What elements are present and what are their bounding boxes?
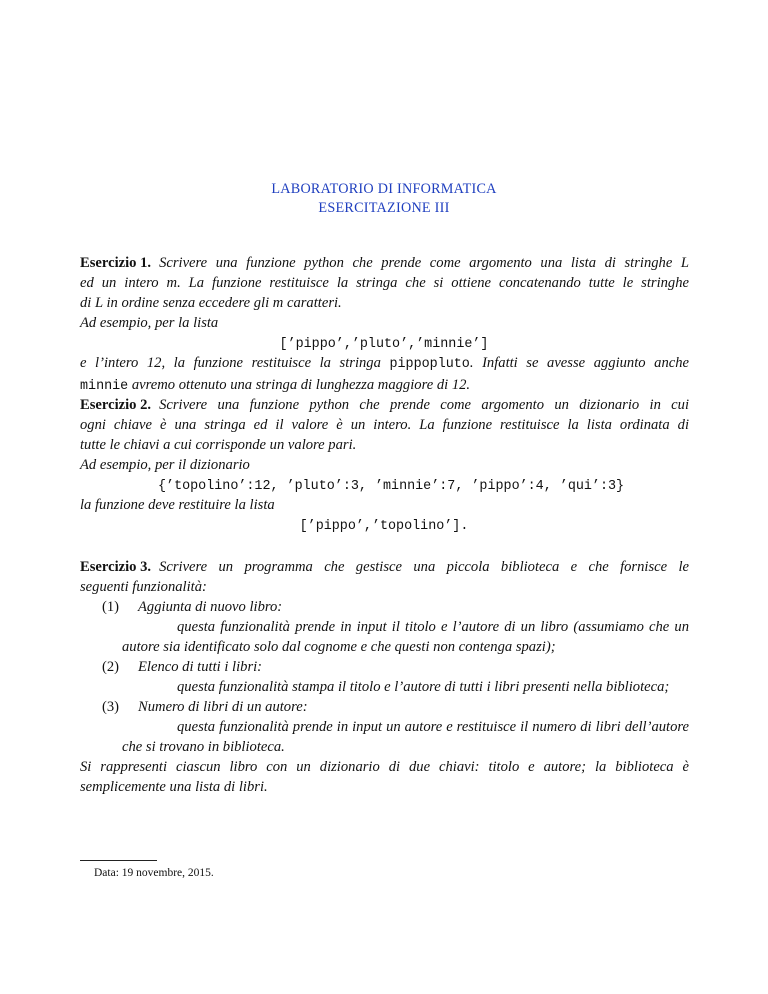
list-item: (3) Numero di libri di un autore: questa funzionalità prende in input un autore e restituisce il numero di libri dell’autore che si trovano in biblioteca. [102, 699, 689, 755]
list-item: (2) Elenco di tutti i libri: questa funzionalità stampa il titolo e l’autore di tutti i libri presenti nella biblioteca; [102, 659, 670, 695]
exercise-3 [80, 557, 689, 597]
footnote-rule [80, 860, 157, 861]
exercise-2-code-dict: {’topolino’:12, ’pluto’:3, ’minnie’:7, ’pippo’:4, ’qui’:3} [158, 479, 625, 494]
exercise-1-code-result: pippopluto [389, 357, 470, 372]
exercise-3-line-1: Esercizio 3. Scrivere un programma che gestisce una piccola biblioteca e che fornisce le [80, 559, 689, 575]
exercise-1-code-extra: minnie [80, 379, 129, 394]
exercise-1 [80, 253, 689, 333]
exercise-3-heading: Esercizio 3. [80, 559, 152, 575]
exercise-2-line-5: la funzione deve restituire la lista [80, 497, 275, 513]
exercise-3-closing: Si rappresenti ciascun libro con un dizionario di due chiavi: titolo e autore; la biblioteca è semplicemente una lista di libri. [80, 759, 689, 795]
document-subtitle: ESERCITAZIONE III [318, 200, 450, 216]
exercise-2-code-result: [’pippo’,’topolino’]. [299, 519, 469, 534]
exercise-1-code-list: [’pippo’,’pluto’,’minnie’] [279, 337, 489, 352]
exercise-1-line-4: Ad esempio, per la lista [80, 315, 219, 331]
exercise-2-heading: Esercizio 2. [80, 397, 152, 413]
exercise-2 [80, 395, 689, 475]
exercise-2-line-2: ogni chiave è una stringa ed il valore è un intero. La funzione restituisce la lista ordinata di [80, 417, 689, 433]
exercise-2-line-1: Esercizio 2. Scrivere una funzione python che prende come argomento un dizionario in cui [80, 397, 689, 413]
document-title: LABORATORIO DI INFORMATICA [271, 181, 497, 197]
list-item: (1) Aggiunta di nuovo libro: questa funzionalità prende in input il titolo e l’autore di un libro (assumiamo che un autore sia identificato solo dal cognome e che questi non contenga spazi); [102, 599, 689, 655]
footnote-date: Data: 19 novembre, 2015. [94, 867, 214, 879]
exercise-2-line-3: tutte le chiavi a cui corrisponde un valore pari. [80, 437, 357, 453]
exercise-1-line-1: Esercizio 1. Scrivere una funzione python che prende come argomento una lista di stringhe L [80, 255, 689, 271]
exercise-1-line-2: ed un intero m. La funzione restituisce la stringa che si ottiene concatenando tutte le stringhe [80, 275, 689, 291]
exercise-1-heading: Esercizio 1. [80, 255, 152, 271]
exercise-3-line-2: seguenti funzionalità: [80, 579, 207, 595]
exercise-1-line-3: di L in ordine senza eccedere gli m caratteri. [80, 295, 342, 311]
exercise-2-line-4: Ad esempio, per il dizionario [80, 457, 250, 473]
exercise-1-explanation: e l’intero 12, la funzione restituisce la stringa pippopluto. Infatti se avesse aggiunto anche minnie avremo ottenuto una stringa di lunghezza maggiore di 12. [80, 355, 689, 394]
